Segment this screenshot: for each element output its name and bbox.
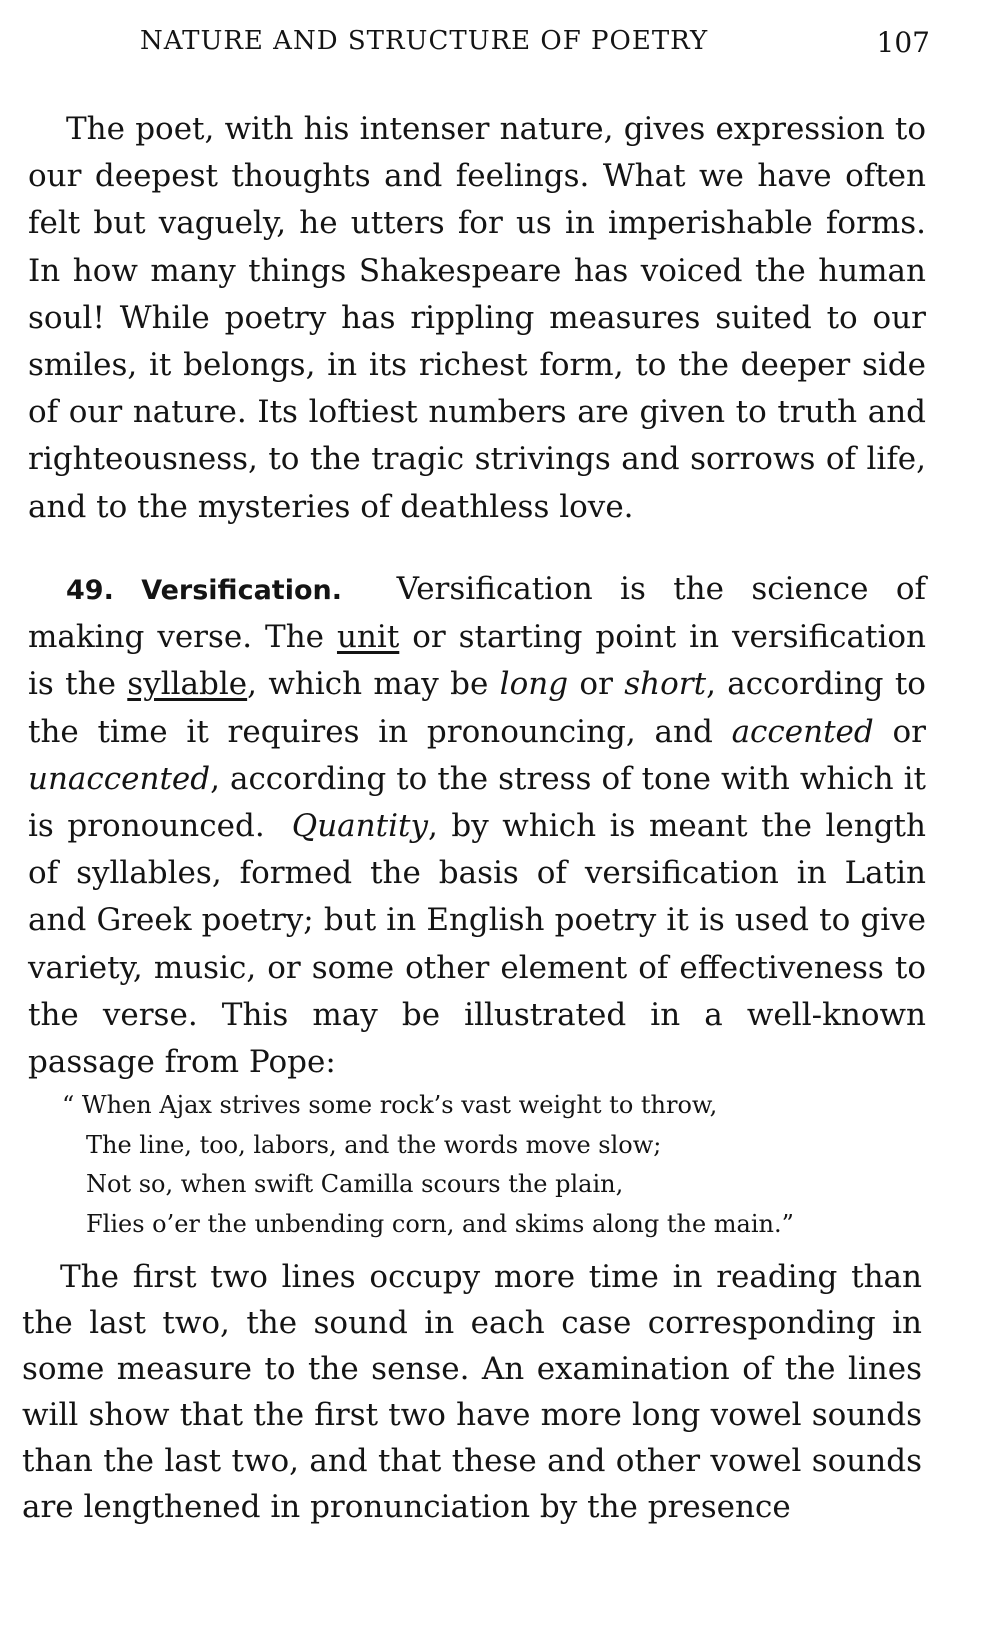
quote-line: Not so, when swift Camilla scours the plain,: [86, 1170, 624, 1198]
text-segment: , according to the time it requires in pronouncing, and: [28, 666, 926, 750]
pope-quotation: [62, 1086, 902, 1244]
running-title: NATURE AND STRUCTURE OF POETRY: [140, 26, 709, 56]
italic-term-short: short: [624, 666, 707, 703]
text-segment: or: [892, 713, 926, 750]
text-segment: Versification is the science of making verse. The: [28, 571, 926, 656]
italic-term-quantity: Quantity: [291, 808, 428, 845]
quote-line: Flies o’er the unbending corn, and skims along the main.”: [86, 1209, 794, 1238]
italic-term-unaccented: unaccented: [28, 760, 211, 797]
italic-term-long: long: [499, 666, 569, 703]
quote-line: The line, too, labors, and the words move slow;: [86, 1130, 662, 1159]
page-number: 107: [876, 26, 930, 59]
underlined-term-unit: unit: [336, 619, 400, 656]
paragraph-versification: [28, 566, 926, 1086]
paragraph-analysis: [22, 1254, 922, 1530]
paragraph-poet-text: The poet, with his intenser nature, gives expression to our deepest thoughts and feelings. What we have often felt but vaguely, he utters for us in imperishable forms. In how many things Shakespeare has voiced the human soul! While poetry has rippling measures suited to our smiles, it belongs, in its richest form, to the deeper side of our nature. Its loftiest numbers are given to truth and righteousness, to the tragic strivings and sorrows of life, and to the mysteries of deathless love.: [28, 111, 926, 525]
section-number: 49.: [66, 575, 114, 606]
text-segment: or: [579, 666, 613, 703]
text-segment: , by which is meant the length of syllables, formed the basis of versification in Latin and Greek poetry; but in English poetry it is used to give variety, music, or some other element of effectiveness to the verse. This may be illustrated in a well-known passage from Pope:: [28, 808, 926, 1081]
underlined-term-syllable: syllable: [127, 666, 248, 703]
quote-line: “ When Ajax strives some rock’s vast weight to throw,: [62, 1091, 718, 1119]
italic-term-accented: accented: [731, 713, 874, 750]
paragraph-analysis-text: The first two lines occupy more time in reading than the last two, the sound in each case corresponding in some measure to the sense. An examination of the lines will show that the first two have more long vowel sounds than the last two, and that these and other vowel sounds are lengthened in pronunciation by the presence: [22, 1259, 922, 1525]
section-heading: Versification.: [141, 575, 342, 606]
text-segment: or starting point in versification is the: [28, 619, 927, 703]
text-segment: , according to the stress of tone with which it is pronounced.: [28, 760, 926, 845]
paragraph-poet: [28, 106, 926, 531]
text-segment: , which may be: [247, 666, 489, 703]
